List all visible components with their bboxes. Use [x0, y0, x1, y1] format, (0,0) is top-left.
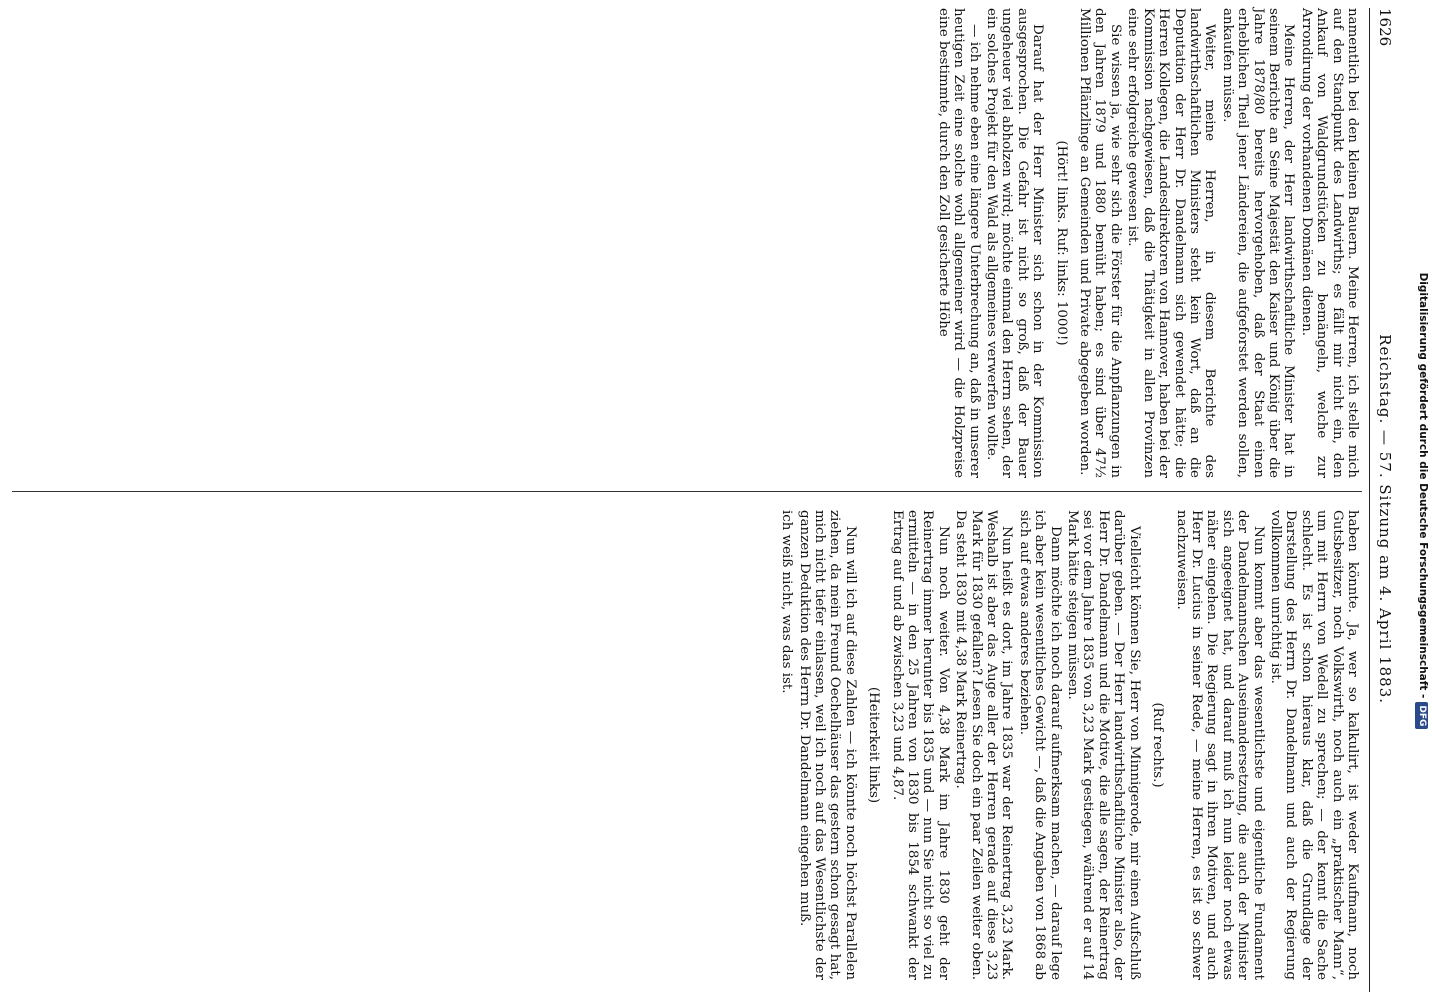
paragraph: ich weiß nicht, was das ist.: [779, 510, 795, 694]
paragraph: namentlich bei den kleinen Bauern. Meine Herren, ich stelle mich auf den Standpunkt des Landwirths; es fällt mir nicht ein, den Ankauf von Waldgrundstücken zu bemängeln, welche zur Arrondirung der vorhandenen Domänen dienen.: [1298, 8, 1360, 478]
credit-text: Digitalisierung gefördert durch die Deutsche Forschungsgemeinschaft -: [1417, 272, 1429, 699]
column-rule: [12, 491, 1362, 492]
digitization-credit: [1412, 6, 1432, 996]
page-number: 1626: [1376, 8, 1394, 47]
right-column: [777, 510, 1360, 980]
interjection: (Hört! links. Ruf: links: 1000!): [1053, 140, 1069, 346]
paragraph: haben könnte. Ja, wer so kalkulirt, ist weder Kaufmann, noch Gutsbesitzer, noch Volkswirth, noch auch ein „praktischer Mann“, um mit Herrn von Wedell zu sprechen; — der kennt die Sache schlecht. Es ist schon hieraus klar, daß die Grundlage der Darstellung des Herrn Dr. Dandelmann und auch der Regierung vollkommen unrichtig ist.: [1267, 510, 1360, 980]
paragraph: Meine Herren, der Herr landwirthschaftliche Minister hat in seinem Berichte an Seine Majestät den Kaiser und König über die Jahre 1878/80 bereits hervorgehoben, daß der Staat einen erheblichen Theil jener Ländereien, die aufgeforstet werden sollen, ankaufen müsse.: [1219, 8, 1297, 478]
paragraph: Sie wissen ja, wie sehr sich die Förster für die Anpflanzungen in den Jahren 1879 und 1880 bemüht haben; es sind über 47½ Millionen Pflänzlinge an Gemeinden und Private abgegeben worden.: [1077, 8, 1123, 478]
header-title: Reichstag. — 57. Sitzung am 4. April 1883.: [1376, 334, 1394, 705]
header-rule: [1369, 8, 1370, 992]
paragraph: Nun will ich auf diese Zahlen — ich könnte noch höchst Parallelen ziehen, da mein Freund Oechelhäuser das gestern schon gesagt hat, mich nicht tiefer einlassen, weil ich noch auf das Wesentlichste der ganzen Deduktion des Herrn Dr. Dandelmann eingehen muß.: [796, 510, 858, 980]
paragraph: — ich nehme eben eine längere Unterbrechung an, daß in unserer heutigen Zeit eine solche wohl allgemeiner wird — die Holzpreise eine bestimmte, durch den Zoll gesicherte Höhe: [935, 8, 982, 478]
interjection: (Heiterkeit links): [866, 686, 882, 804]
paragraph: Vielleicht können Sie, Herr von Minnigerode, mir einen Aufschluß darüber geben. — Der Herr landwirthschaftliche Minister also, der Herr Dr. Dandelmann und die Motive, die alle sagen, der Reinertrag sei vor dem Jahre 1835 von 3,23 Mark gestiegen, während er auf 14 Mark hätte steigen müssen.: [1065, 510, 1142, 980]
left-column: [933, 8, 1360, 478]
interjection: (Ruf rechts.): [1150, 702, 1166, 788]
paragraph: Darauf hat der Herr Minister sich schon in der Kommission ausgesprochen. Die Gefahr ist nicht so groß, daß der Bauer ungeheuer viel abholzen wird; möchte einmal den Herrn sehen, der ein solches Projekt für den Wald als allgemeines verwerfen wollte.: [984, 8, 1046, 478]
dfg-logo: DFG: [1415, 702, 1428, 729]
paragraph: Weiter, meine Herren, in diesem Berichte des landwirthschaftlichen Ministers steht kein Wort, daß an die Deputation der Herr Dr. Dandelmann sich gewendet hätte; die Herren Kollegen, die Landesdirektoren von Hannover, haben bei der Kommission nachgewiesen, daß die Thätigkeit in allen Provinzen eine sehr erfolgreiche gewesen ist.: [1125, 8, 1218, 478]
paragraph: Nun kommt aber das wesentlichste und eigentliche Fundament der Dandelmannschen Auseinandersetzung, die auch der Minister sich angeeignet hat, und darauf muß ich nun leider noch etwas näher eingehen. Die Regierung sagt in ihren Motiven, und auch Herr Dr. Lucius in seiner Rede, — meine Herren, es ist so schwer nachzuweisen.: [1173, 510, 1266, 980]
paragraph: Nun heißt es dort, im Jahre 1835 war der Reinertrag 3,23 Mark. Weshalb ist aber das Auge aller der Herren gerade auf diese 3,23 Mark für 1830 gefallen? Lesen Sie doch ein paar Zeilen weiter oben. Da steht 1830 mit 4,38 Mark Reinertrag.: [953, 510, 1015, 980]
running-header: [1374, 8, 1396, 992]
paragraph: Nun noch weiter. Von 4,38 Mark im Jahre 1830 geht der Reinertrag immer herunter bis 1835 und — nun Sie nicht so viel zu ermitteln — in den 25 Jahren von 1830 bis 1854 schwankt der Ertrag auf und ab zwischen 3,23 und 4,87.: [889, 510, 951, 980]
paragraph: Dann möchte ich noch darauf aufmerksam machen, — darauf lege ich aber kein wesentliches Gewicht —, daß die Angaben von 1868 ab sich auf etwas anderes beziehen.: [1016, 510, 1063, 980]
